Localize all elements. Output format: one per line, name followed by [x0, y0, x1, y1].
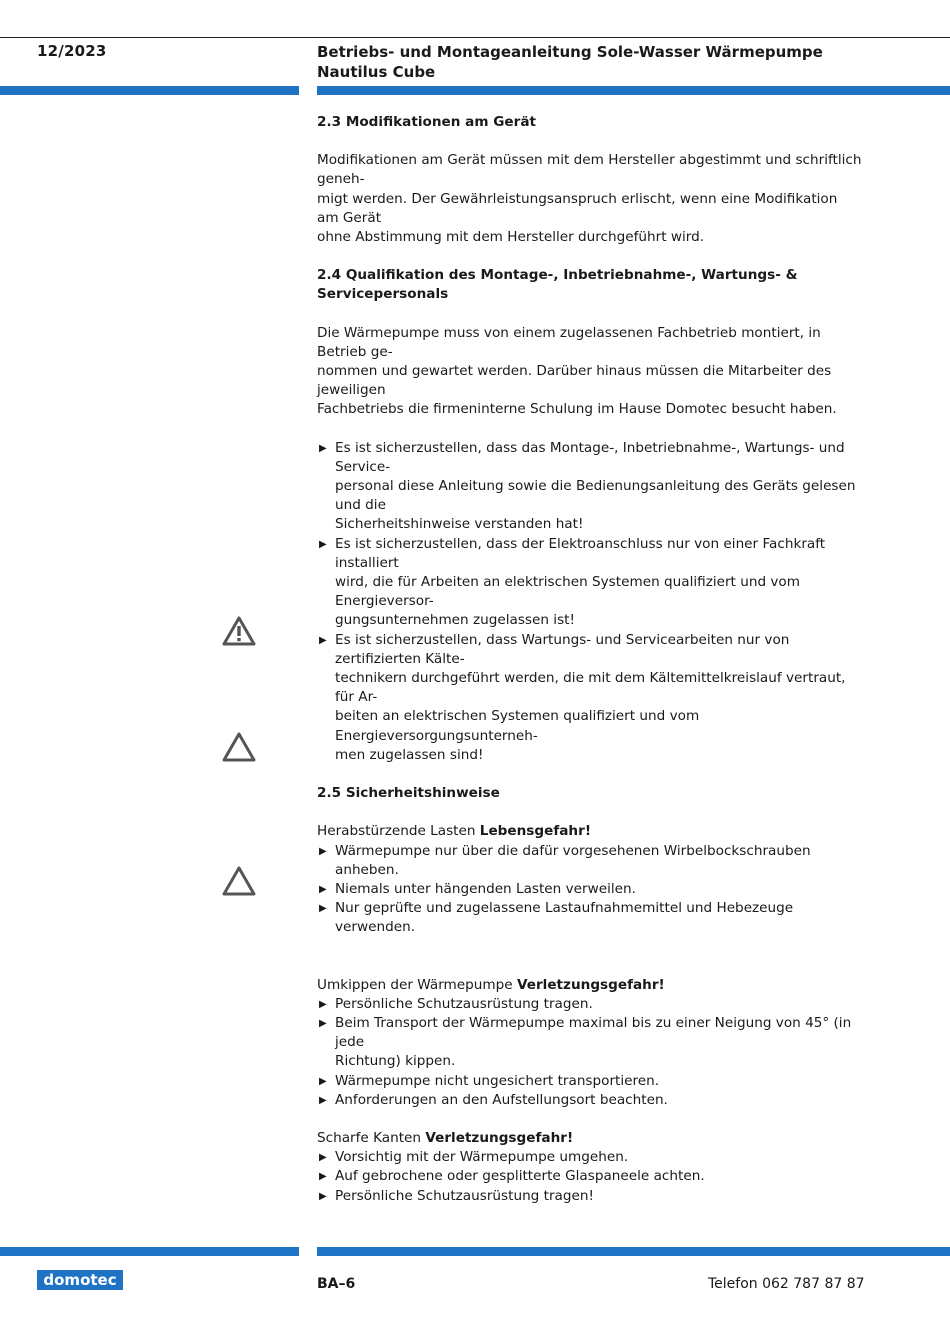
- warning-title: [317, 822, 862, 841]
- section-2-4-text: [317, 324, 862, 420]
- warning-title: [317, 1129, 862, 1148]
- bullet-triangle-icon: ▶: [319, 1094, 327, 1106]
- main-content: [317, 113, 862, 1206]
- list-item: [317, 1091, 862, 1110]
- text-line: Die Wärmepumpe muss von einem zugelassenen Fachbetrieb montiert, in Betrieb ge-: [317, 324, 821, 360]
- warning-list: [317, 842, 862, 938]
- bullet-triangle-icon: ▶: [319, 1171, 327, 1183]
- domotec-logo: [37, 1270, 123, 1290]
- text-line: Fachbetriebs die firmeninterne Schulung im Hause Domotec besucht haben.: [317, 401, 837, 418]
- list-item: [317, 631, 862, 765]
- text-line: ohne Abstimmung mit dem Hersteller durchgeführt wird.: [317, 229, 705, 246]
- list-item: [317, 439, 862, 535]
- text-line: Persönliche Schutzausrüstung tragen.: [335, 995, 593, 1012]
- list-item: [317, 1187, 862, 1206]
- header-title-line1: Betriebs- und Montageanleitung Sole-Wasser Wärmepumpe: [317, 43, 823, 61]
- section-heading-2-4: [317, 266, 862, 304]
- list-item: [317, 1014, 862, 1072]
- bullet-triangle-icon: ▶: [319, 1152, 327, 1164]
- warning-lead: Herabstürzende Lasten: [317, 823, 480, 840]
- text-line: Wärmepumpe nicht ungesichert transportieren.: [335, 1072, 660, 1089]
- list-item: [317, 1072, 862, 1091]
- text-line: Auf gebrochene oder gesplitterte Glaspaneele achten.: [335, 1168, 705, 1185]
- warning-block: [317, 976, 862, 1110]
- bullet-triangle-icon: ▶: [319, 1190, 327, 1202]
- list-item: [317, 842, 862, 880]
- header-title-line2: Nautilus Cube: [317, 63, 436, 81]
- text-line: Modifikationen am Gerät müssen mit dem Hersteller abgestimmt und schriftlich geneh-: [317, 152, 862, 188]
- bullet-triangle-icon: ▶: [319, 538, 327, 550]
- header-date: 12/2023: [37, 42, 107, 60]
- footer-bar-left: [0, 1247, 299, 1256]
- warning-triangle-icon: [222, 732, 256, 762]
- footer-bar-right: [317, 1247, 950, 1256]
- text-line: gungsunternehmen zugelassen ist!: [335, 612, 575, 629]
- warning-danger: Verletzungsgefahr!: [516, 976, 665, 993]
- bullet-triangle-icon: ▶: [319, 1075, 327, 1087]
- warning-list: [317, 1148, 862, 1206]
- bullet-triangle-icon: ▶: [319, 883, 327, 895]
- text-line: Es ist sicherzustellen, dass Wartungs- und Servicearbeiten nur von zertifizierten Kälte-: [335, 631, 790, 667]
- header-bar-right: [317, 86, 950, 95]
- bullet-triangle-icon: ▶: [319, 998, 327, 1010]
- text-line: Anforderungen an den Aufstellungsort beachten.: [335, 1091, 668, 1108]
- bullet-triangle-icon: ▶: [319, 442, 327, 454]
- warning-lead: Umkippen der Wärmepumpe: [317, 976, 517, 993]
- text-line: Persönliche Schutzausrüstung tragen!: [335, 1187, 594, 1204]
- text-line: Niemals unter hängenden Lasten verweilen.: [335, 880, 636, 897]
- bullet-triangle-icon: ▶: [319, 1017, 327, 1029]
- header-title: [317, 42, 917, 82]
- list-item: [317, 995, 862, 1014]
- section-heading-2-5: 2.5 Sicherheitshinweise: [317, 785, 500, 802]
- text-line: Es ist sicherzustellen, dass das Montage-, Inbetriebnahme-, Wartungs- und Service-: [335, 439, 845, 475]
- warning-lead: Scharfe Kanten: [317, 1129, 426, 1146]
- warning-block: [317, 1129, 862, 1206]
- list-item: [317, 880, 862, 899]
- warning-danger: Verletzungsgefahr!: [425, 1129, 574, 1146]
- logo-text: domotec: [43, 1271, 117, 1289]
- text-line: technikern durchgeführt werden, die mit dem Kältemittelkreislauf vertraut, für Ar-: [335, 670, 846, 706]
- warning-exclamation-icon: [222, 616, 256, 646]
- warning-danger: Lebensgefahr!: [479, 823, 592, 840]
- text-line: Es ist sicherzustellen, dass der Elektroanschluss nur von einer Fachkraft installiert: [335, 535, 826, 571]
- text-line: Wärmepumpe nur über die dafür vorgesehenen Wirbelbockschrauben anheben.: [335, 842, 811, 878]
- bullet-triangle-icon: ▶: [319, 845, 327, 857]
- page-number: BA–6: [317, 1276, 356, 1292]
- list-item: [317, 1167, 862, 1186]
- text-line: Richtung) kippen.: [335, 1053, 456, 1070]
- section-2-4-bullets: [317, 439, 862, 765]
- list-item: [317, 899, 862, 937]
- text-line: men zugelassen sind!: [335, 746, 484, 763]
- text-line: nommen und gewartet werden. Darüber hinaus müssen die Mitarbeiter des jeweiligen: [317, 363, 832, 399]
- warning-list: [317, 995, 862, 1110]
- text-line: Nur geprüfte und zugelassene Lastaufnahmemittel und Hebezeuge verwenden.: [335, 900, 794, 936]
- bullet-triangle-icon: ▶: [319, 903, 327, 915]
- header-bar-left: [0, 86, 299, 95]
- list-item: [317, 535, 862, 631]
- section-heading-2-3: 2.3 Modifikationen am Gerät: [317, 114, 536, 130]
- text-line: beiten an elektrischen Systemen qualifiziert und vom Energieversorgungsunterneh-: [335, 708, 700, 744]
- warning-block: [317, 822, 862, 937]
- list-item: [317, 1148, 862, 1167]
- heading-line: 2.4 Qualifikation des Montage-, Inbetriebnahme-, Wartungs- &: [317, 267, 798, 284]
- section-2-3-text: [317, 151, 862, 247]
- text-line: personal diese Anleitung sowie die Bedienungsanleitung des Geräts gelesen und die: [335, 478, 856, 514]
- bullet-triangle-icon: ▶: [319, 634, 327, 646]
- warning-triangle-icon: [222, 866, 256, 896]
- heading-line: Servicepersonals: [317, 286, 449, 303]
- text-line: Beim Transport der Wärmepumpe maximal bis zu einer Neigung von 45° (in jede: [335, 1014, 852, 1051]
- text-line: Sicherheitshinweise verstanden hat!: [335, 516, 584, 533]
- footer-phone: Telefon 062 787 87 87: [708, 1276, 865, 1292]
- text-line: migt werden. Der Gewährleistungsanspruch erlischt, wenn eine Modifikation am Gerät: [317, 190, 838, 226]
- text-line: Vorsichtig mit der Wärmepumpe umgehen.: [335, 1149, 629, 1166]
- text-line: wird, die für Arbeiten an elektrischen Systemen qualifiziert und vom Energieversor-: [335, 574, 800, 610]
- warning-title: [317, 976, 862, 995]
- header-rule: [0, 37, 950, 38]
